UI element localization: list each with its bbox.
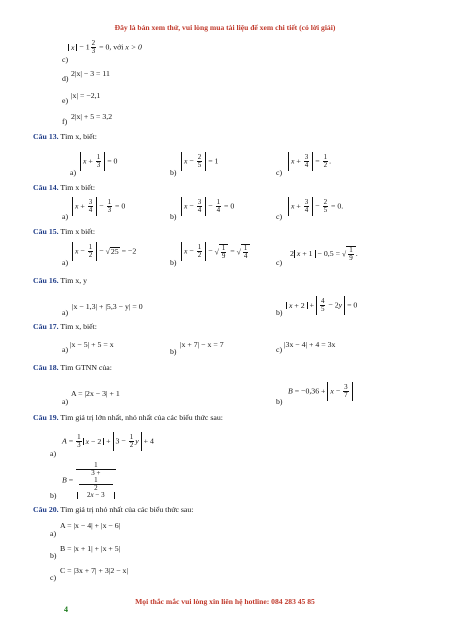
question-13: Câu 13. Tìm x, biết: xyxy=(33,132,97,141)
item-label-c: c) xyxy=(62,55,69,64)
item-label-f: f) xyxy=(62,117,68,126)
eq-17b: |x + 7| − x = 7 xyxy=(180,340,224,349)
label-c: c) xyxy=(276,212,283,221)
label-b: b) xyxy=(276,397,283,406)
label-a: a) xyxy=(62,308,69,317)
label-b: b) xyxy=(170,347,177,356)
eq-18a: A = |2x − 3| + 1 xyxy=(71,389,120,398)
eq-15a: x − $\frac{1}{2}$ − √25 = −2 xyxy=(72,242,136,261)
question-16: Câu 16. Tìm x, y xyxy=(33,276,88,285)
question-19: Câu 19. Tìm giá trị lớn nhất, nhỏ nhất của các biểu thức sau: xyxy=(33,413,223,422)
eq-19a: A = $\frac{1}{3}$ x − 2 + 3 − $\frac{1}{2}$ y + 4 xyxy=(62,433,154,449)
eq-13b: x − $\frac{2}{5}$ = 1 xyxy=(181,152,218,171)
eq-c: x − 1 $\frac{2}{3}$ = 0, với x > 0 xyxy=(68,40,142,55)
label-a: a) xyxy=(50,449,57,458)
eq-17c: |3x − 4| + 4 = 3x xyxy=(284,340,336,349)
question-17: Câu 17. Tìm x, biết: xyxy=(33,322,97,331)
eq-15c: 2 x + 1 − 0,5 = √ $\frac{1}{9}$ . xyxy=(290,246,358,262)
eq-d: 2|x| − 3 = 11 xyxy=(71,69,110,78)
eq-15b: x − $\frac{1}{2}$ − √ $\frac{1}{9}$ = √ $\frac{1}{4}$ xyxy=(181,242,250,261)
label-a: a) xyxy=(62,212,69,221)
page-number: 4 xyxy=(64,605,68,614)
label-c: c) xyxy=(276,345,283,354)
eq-18b: B = −0,36 + x − $\frac{3}{7}$ xyxy=(288,382,353,401)
question-20: Câu 20. Tìm giá trị nhỏ nhất của các biểu thức sau: xyxy=(33,505,194,514)
label-c: c) xyxy=(50,573,57,582)
eq-16b: x + 2 + $\frac{4}{5}$ − 2y = 0 xyxy=(286,296,357,315)
label-c: c) xyxy=(276,168,283,177)
label-b: b) xyxy=(170,212,177,221)
label-a: a) xyxy=(50,529,57,538)
label-a: a) xyxy=(62,397,69,406)
item-label-d: d) xyxy=(62,74,69,83)
eq-14c: x + $\frac{3}{4}$ − $\frac{2}{5}$ = 0. xyxy=(288,197,343,216)
label-c: c) xyxy=(276,258,283,267)
label-b: b) xyxy=(170,258,177,267)
preview-banner: Đây là bản xem thử, vui lòng mua tài liệu để xem chi tiết (có lời giải) xyxy=(114,23,336,32)
question-18: Câu 18. Tìm GTNN của: xyxy=(33,363,112,372)
label-b: b) xyxy=(276,308,283,317)
eq-14b: x − $\frac{3}{4}$ − $\frac{1}{4}$ = 0 xyxy=(181,197,234,216)
eq-13c: x + $\frac{3}{4}$ = $\frac{1}{2}$ . xyxy=(288,152,331,171)
label-a: a) xyxy=(62,345,69,354)
label-b: b) xyxy=(50,551,57,560)
label-a: a) xyxy=(70,168,77,177)
eq-17a: |x − 5| + 5 = x xyxy=(70,340,114,349)
eq-19b: B = 1 3 + 1 2 2x − 3 xyxy=(62,462,117,499)
label-a: a) xyxy=(62,258,69,267)
item-label-e: e) xyxy=(62,96,69,105)
eq-20b: B = |x + 1| + |x + 5| xyxy=(60,544,121,553)
eq-14a: x + $\frac{3}{4}$ − $\frac{1}{3}$ = 0 xyxy=(72,197,125,216)
eq-f: 2|x| + 5 = 3,2 xyxy=(71,112,113,121)
label-b: b) xyxy=(50,491,57,500)
label-b: b) xyxy=(170,168,177,177)
hotline-footer: Mọi thắc mắc vui lòng xin liên hệ hotline: 084 283 45 85 xyxy=(135,597,315,606)
eq-16a: |x − 1,3| + |5,3 − y| = 0 xyxy=(72,302,143,311)
question-15: Câu 15. Tìm x biết: xyxy=(33,227,96,236)
eq-20c: C = |3x + 7| + 3|2 − x| xyxy=(60,566,129,575)
eq-20a: A = |x − 4| + |x − 6| xyxy=(60,521,121,530)
question-14: Câu 14. Tìm x biết: xyxy=(33,183,96,192)
eq-13a: x + $\frac{1}{3}$ = 0 xyxy=(80,152,117,171)
eq-e: |x| = −2,1 xyxy=(71,91,101,100)
